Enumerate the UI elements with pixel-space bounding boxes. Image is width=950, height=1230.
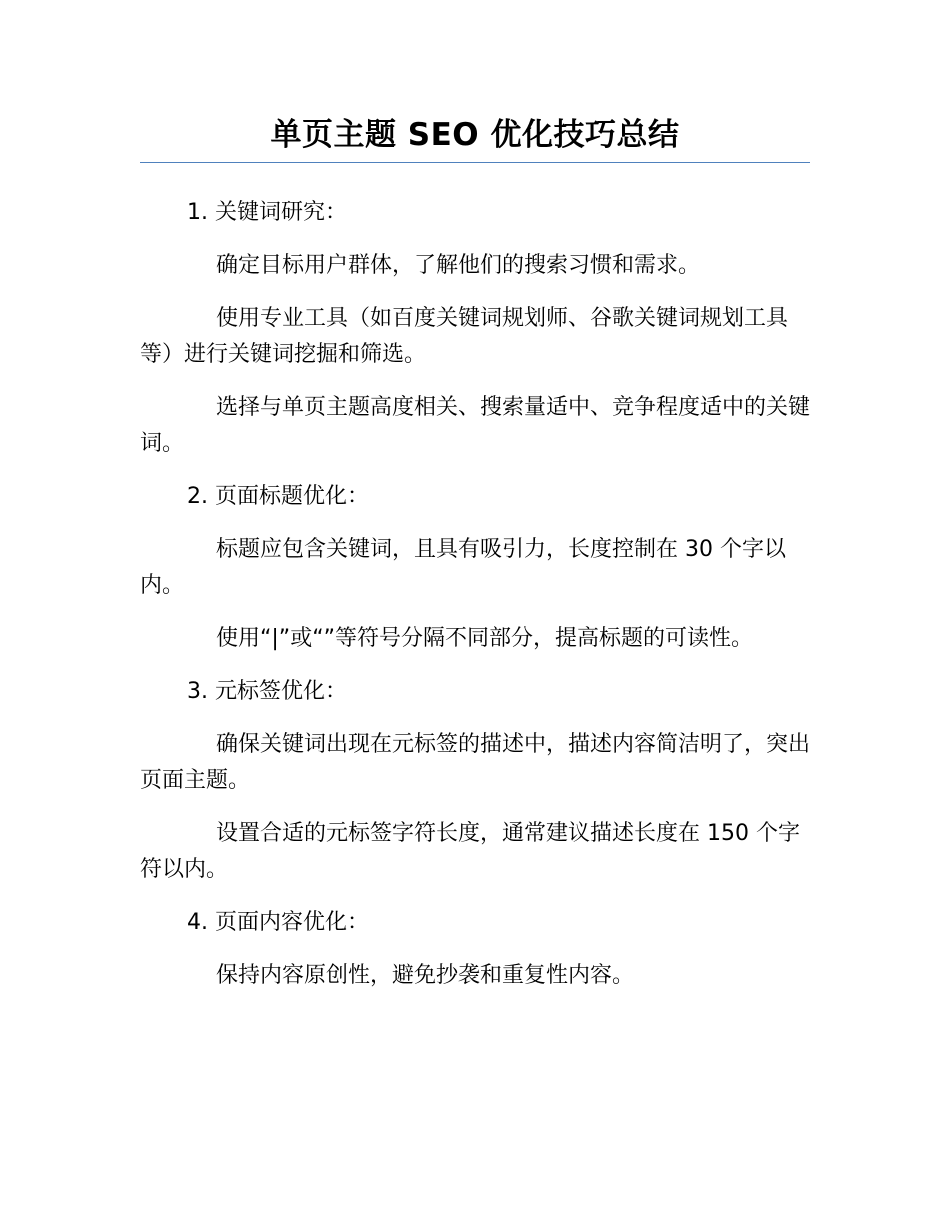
section-heading-title-optimization: 2. 页面标题优化： (187, 484, 369, 509)
paragraph: 确定目标用户群体，了解他们的搜索习惯和需求。 (216, 253, 701, 278)
section-heading-keyword-research: 1. 关键词研究： (187, 200, 347, 225)
document-body (140, 195, 810, 1011)
paragraph: 保持内容原创性，避免抄袭和重复性内容。 (216, 963, 635, 988)
section-heading-meta-tags: 3. 元标签优化： (187, 679, 347, 704)
paragraph: 使用“|”或“”等符号分隔不同部分，提高标题的可读性。 (216, 626, 754, 651)
paragraph: 选择与单页主题高度相关、搜索量适中、竞争程度适中的关键词。 (140, 395, 811, 456)
document-title: 单页主题 SEO 优化技巧总结 (270, 117, 680, 153)
paragraph: 设置合适的元标签字符长度，通常建议描述长度在 150 个字符以内。 (140, 821, 800, 882)
paragraph: 确保关键词出现在元标签的描述中，描述内容简洁明了，突出页面主题。 (140, 732, 811, 793)
title-underline (140, 162, 810, 163)
section-heading-content-optimization: 4. 页面内容优化： (187, 910, 369, 935)
paragraph: 使用专业工具（如百度关键词规划师、谷歌关键词规划工具等）进行关键词挖掘和筛选。 (140, 306, 789, 367)
paragraph: 标题应包含关键词，且具有吸引力，长度控制在 30 个字以内。 (140, 537, 786, 598)
